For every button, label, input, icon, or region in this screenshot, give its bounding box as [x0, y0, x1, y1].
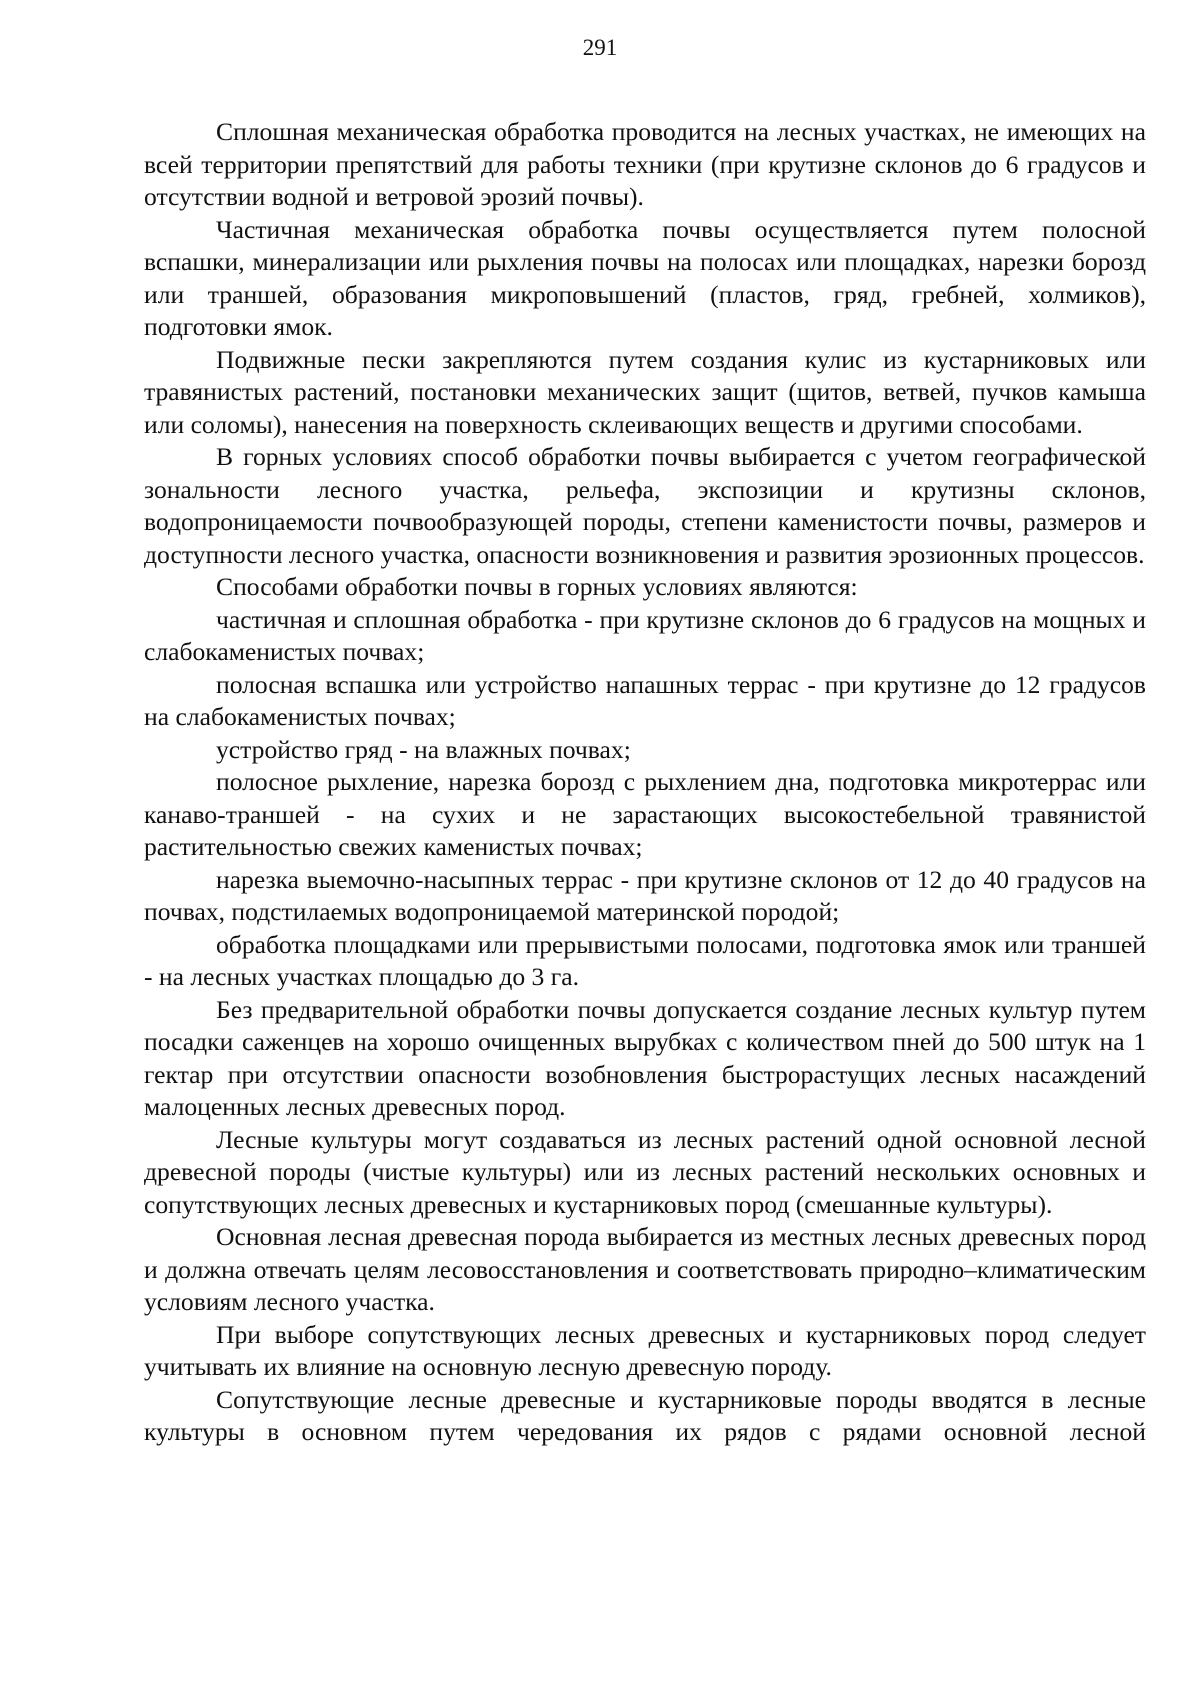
page-number: 291	[582, 35, 618, 60]
paragraph-companion-choice: При выборе сопутствующих лесных древесных и кустарниковых пород следует учитывать их влияние на основную лесную древесную породу.	[144, 1319, 1146, 1381]
paragraph-solid-mechanical-treatment: Сплошная механическая обработка проводится на лесных участках, не имеющих на всей территории препятствий для работы техники (при крутизне склонов до 6 градусов и отсутствии водной и ветровой эрозий почвы).	[144, 117, 1146, 211]
paragraph-companion-rows: Сопутствующие лесные древесные и кустарниковые породы вводятся в лесные культуры в основном путем чередования их рядов с рядами основной лесной	[144, 1384, 1146, 1446]
list-item-strip-loosening: полосное рыхление, нарезка борозд с рыхлением дна, подготовка микротеррас или канаво-траншей - на сухих и не зарастающих высокостебельной травянистой растительностью свежих каменистых почвах;	[144, 767, 1146, 861]
paragraph-main-species: Основная лесная древесная порода выбирается из местных лесных древесных пород и должна отвечать целям лесовосстановления и соответствовать природно–климатическим условиям лесного участка.	[144, 1222, 1146, 1316]
paragraph-mountain-methods-intro: Способами обработки почвы в горных условиях являются:	[216, 572, 858, 601]
paragraph-partial-mechanical-treatment: Частичная механическая обработка почвы осуществляется путем полосной вспашки, минерализации или рыхления почвы на полосах или площадках, нарезки борозд или траншей, образования микроповышений (пластов, гряд, гребней, холмиков), подготовки ямок.	[144, 214, 1146, 341]
list-item-ridges: устройство гряд - на влажных почвах;	[216, 734, 631, 764]
document-body	[144, 116, 1146, 1449]
list-item-excavation-terraces: нарезка выемочно-насыпных террас - при крутизне склонов от 12 до 40 градусов на почвах, подстилаемых водопроницаемой материнской породой;	[144, 864, 1146, 926]
paragraph-forest-cultures: Лесные культуры могут создаваться из лесных растений одной основной лесной древесной породы (чистые культуры) или из лесных растений нескольких основных и сопутствующих лесных древесных и кустарниковых пород (смешанные культуры).	[144, 1124, 1146, 1219]
list-item-partial-solid-treatment: частичная и сплошная обработка - при крутизне склонов до 6 градусов на мощных и слабокаменистых почвах;	[144, 604, 1146, 666]
paragraph-no-pre-treatment: Без предварительной обработки почвы допускается создание лесных культур путем посадки саженцев на хорошо очищенных вырубках с количеством пней до 500 штук на 1 гектар при отсутствии опасности возобновления быстрорастущих лесных насаждений малоценных лесных древесных пород.	[144, 994, 1146, 1121]
list-item-plots-strips: обработка площадками или прерывистыми полосами, подготовка ямок или траншей - на лесных участках площадью до 3 га.	[144, 929, 1146, 991]
paragraph-moving-sands: Подвижные пески закрепляются путем создания кулис из кустарниковых или травянистых растений, постановки механических защит (щитов, ветвей, пучков камыша или соломы), нанесения на поверхность склеивающих веществ и другими способами.	[144, 344, 1146, 439]
list-item-strip-plowing: полосная вспашка или устройство напашных террас - при крутизне до 12 градусов на слабокаменистых почвах;	[144, 669, 1146, 731]
paragraph-mountain-conditions: В горных условиях способ обработки почвы выбирается с учетом географической зональности лесного участка, рельефа, экспозиции и крутизны склонов, водопроницаемости почвообразующей породы, степени каменистости почвы, размеров и доступности лесного участка, опасности возникновения и развития эрозионных процессов.	[144, 442, 1146, 569]
